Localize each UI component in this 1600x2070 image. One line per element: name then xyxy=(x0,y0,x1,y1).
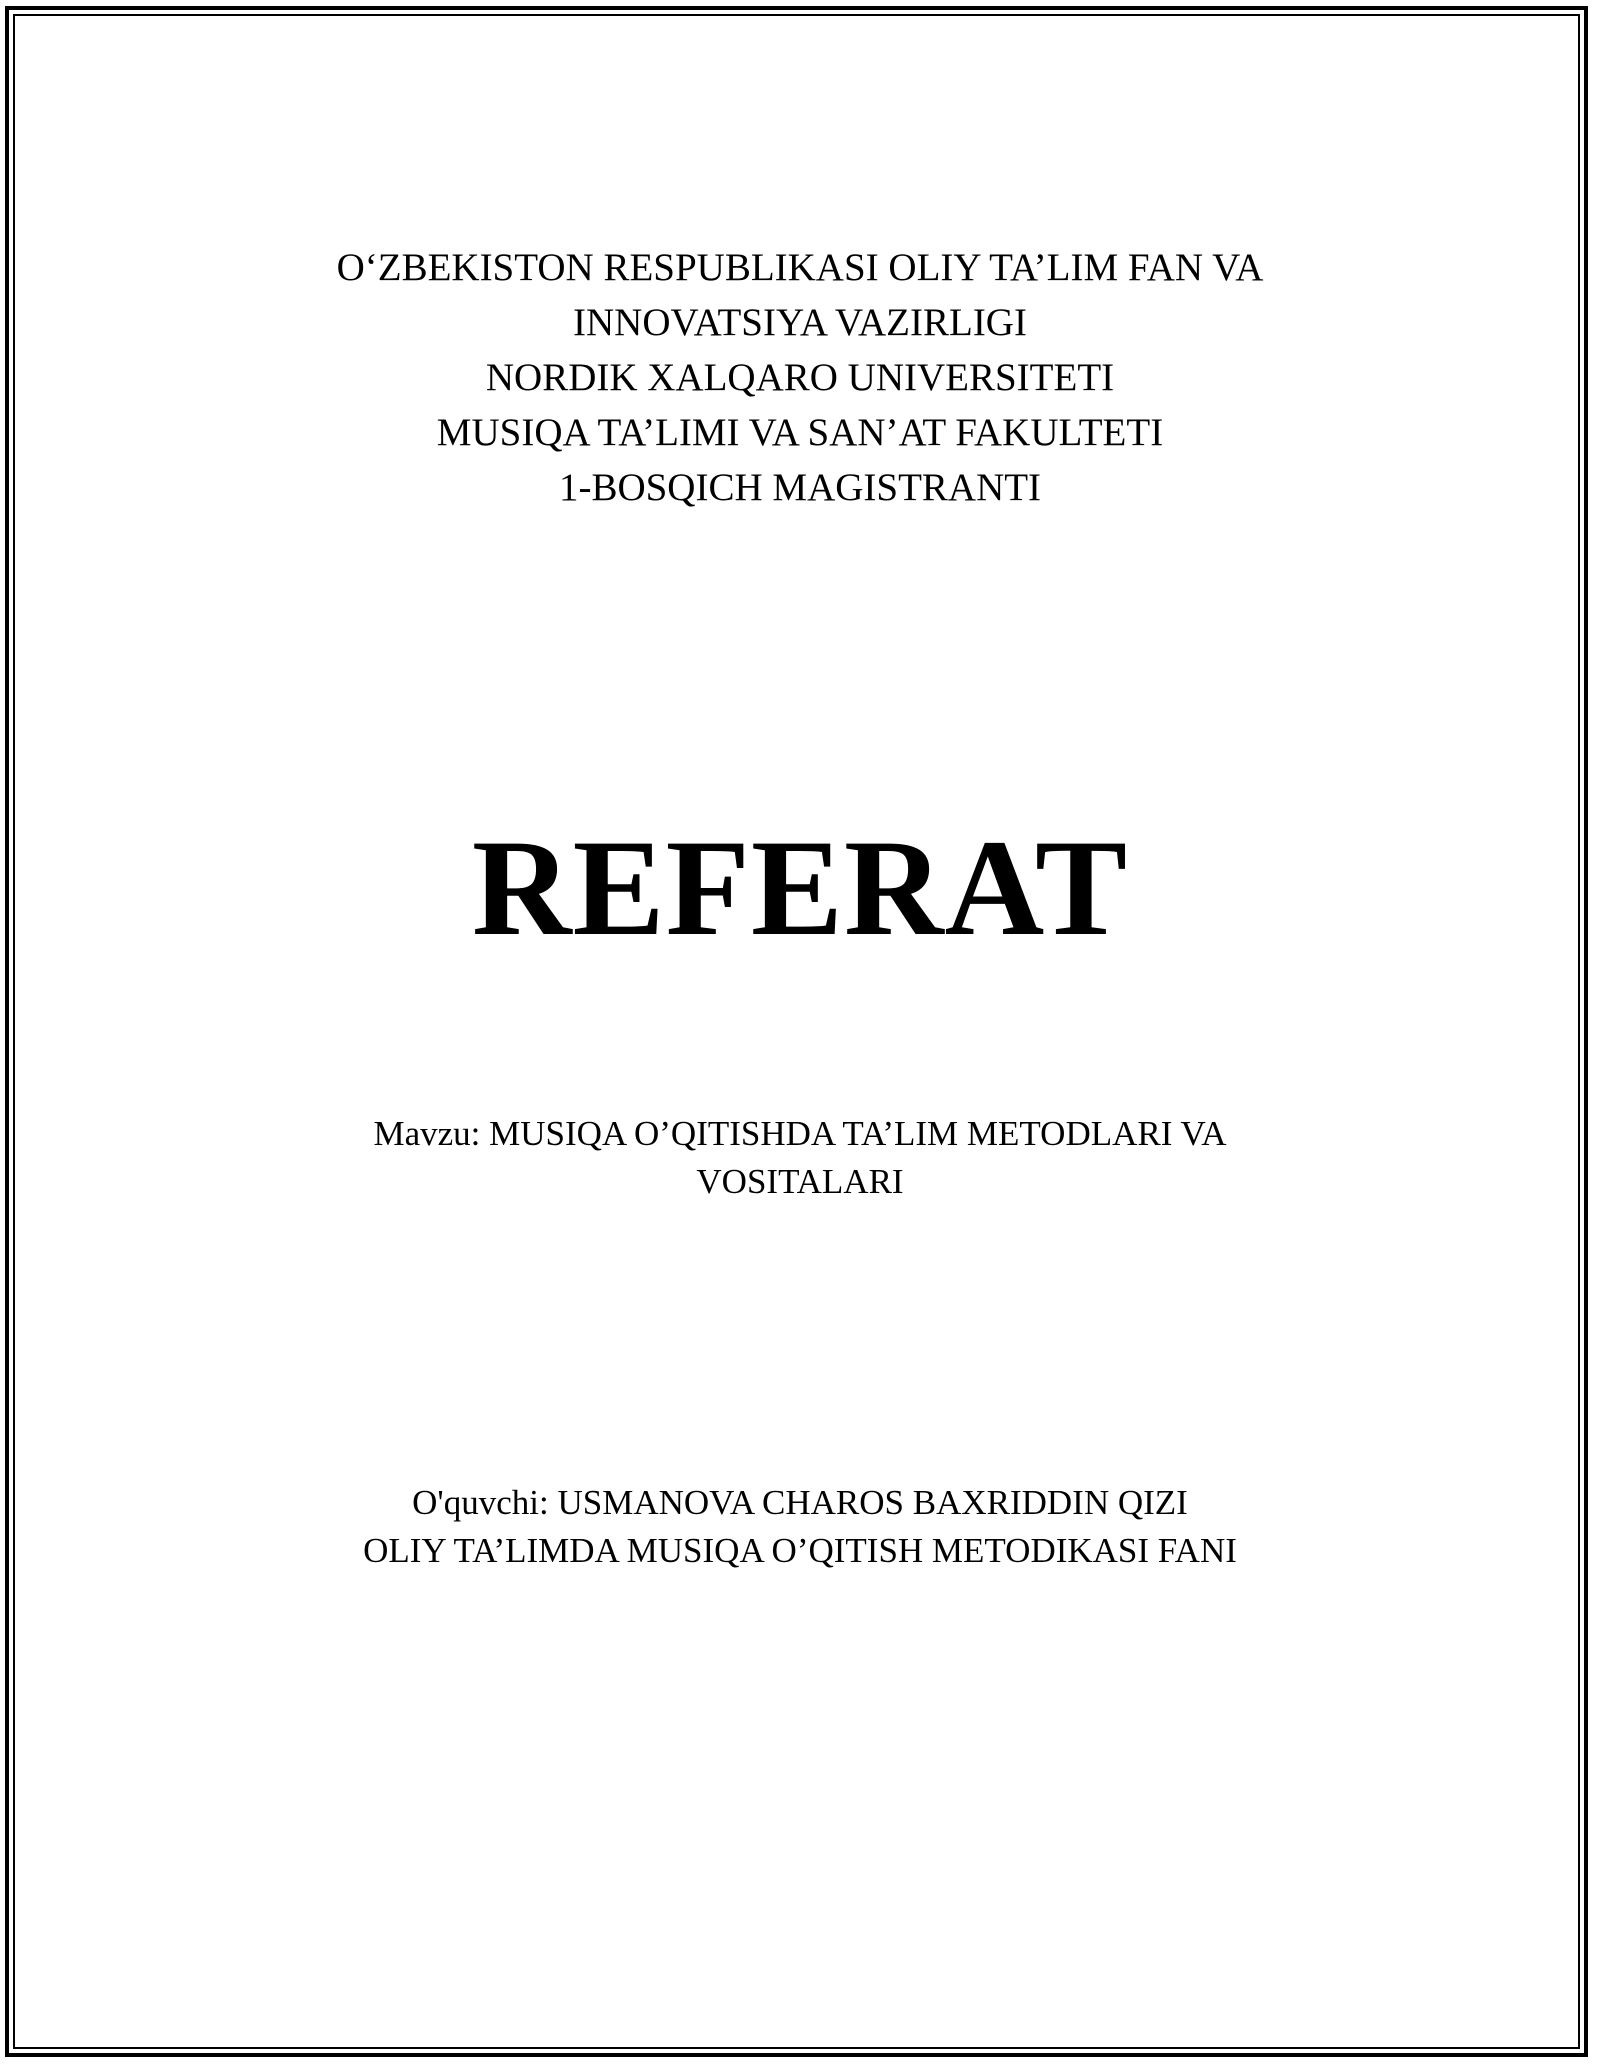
header-line-ministry-cont: INNOVATSIYA VAZIRLIGI xyxy=(573,301,1027,344)
header-line-faculty: MUSIQA TA’LIMI VA SAN’AT FAKULTETI xyxy=(436,411,1164,454)
student-block xyxy=(0,1479,1600,1575)
institution-header xyxy=(0,240,1600,515)
topic-line-2: VOSITALARI xyxy=(696,1162,904,1201)
topic-block xyxy=(0,1110,1600,1206)
topic-line-1: Mavzu: MUSIQA O’QITISHDA TA’LIM METODLARI VA xyxy=(373,1114,1227,1153)
student-name: O'quvchi: USMANOVA CHAROS BAXRIDDIN QIZI xyxy=(412,1483,1188,1522)
course-name: OLIY TA’LIMDA MUSIQA O’QITISH METODIKASI FANI xyxy=(363,1531,1237,1570)
document-title: REFERAT xyxy=(471,811,1129,964)
header-line-level: 1-BOSQICH MAGISTRANTI xyxy=(558,466,1042,509)
header-line-ministry: O‘ZBEKISTON RESPUBLIKASI OLIY TA’LIM FAN VA xyxy=(336,246,1264,289)
header-line-university: NORDIK XALQARO UNIVERSITETI xyxy=(485,356,1115,399)
